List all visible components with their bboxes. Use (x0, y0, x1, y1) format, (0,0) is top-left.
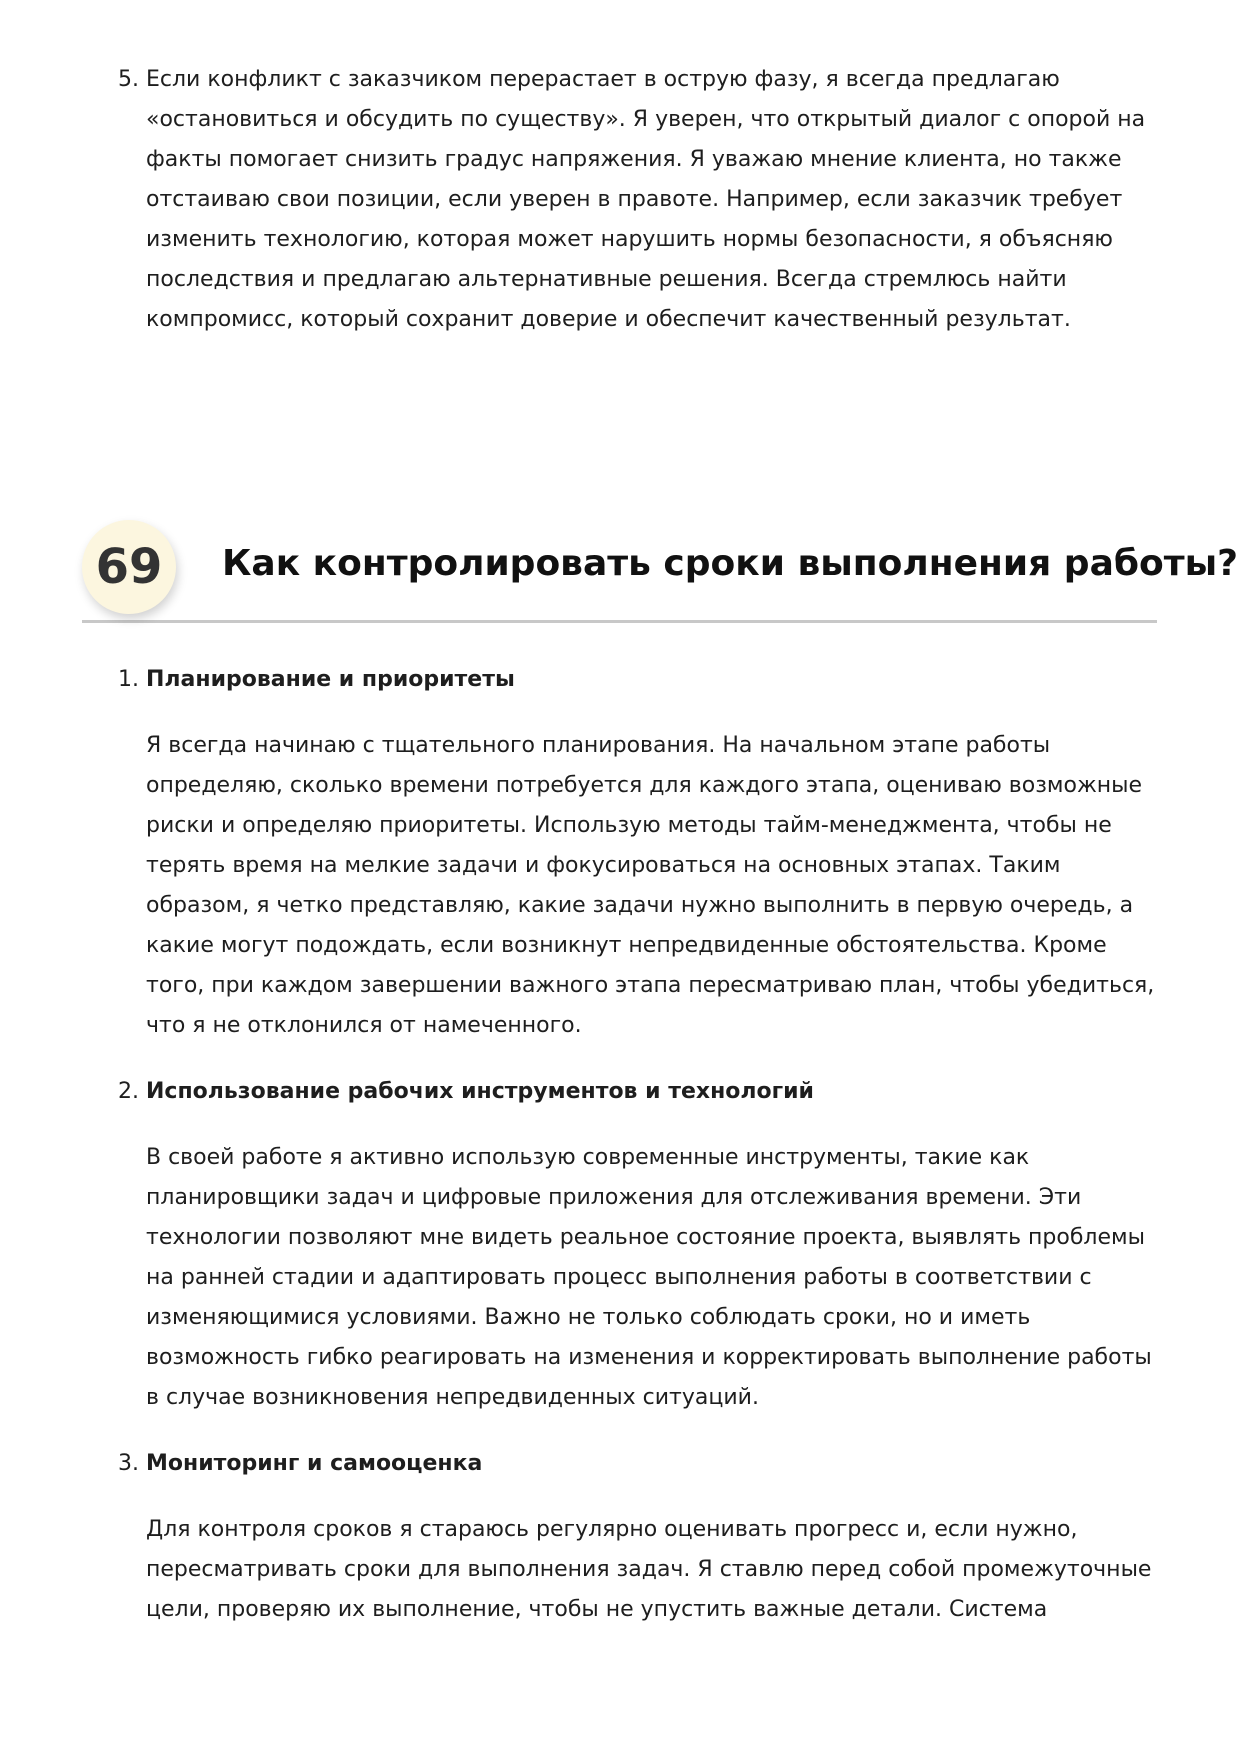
list-item-heading: Планирование и приоритеты (146, 667, 515, 692)
answer-list (0, 660, 1239, 1656)
list-item-number: 1. (118, 667, 139, 692)
list-item-number: 3. (118, 1451, 139, 1476)
list-item-text: Если конфликт с заказчиком перерастает в острую фазу, я всегда предлагаю «остановиться и обсудить по существу». Я уверен, что открытый диалог с опорой на факты помогает снизить градус напряжения. Я уважаю мнение клиента, но также отстаиваю свои позиции, если уверен в правоте. Например, если заказчик требует изменить технологию, которая может нарушить нормы безопасности, я объясняю последствия и предлагаю альтернативные решения. Всегда стремлюсь найти компромисс, который сохранит доверие и обеспечит качественный результат. (146, 67, 1146, 332)
list-item-body: Для контроля сроков я стараюсь регулярно оценивать прогресс и, если нужно, пересматривать сроки для выполнения задач. Я ставлю перед собой промежуточные цели, проверяю их выполнение, чтобы не упустить важные детали. Система (146, 1517, 1152, 1622)
list-item (0, 660, 1239, 1046)
section-header (82, 520, 1239, 623)
list-item-body: В своей работе я активно использую современные инструменты, такие как планировщики задач и цифровые приложения для отслеживания времени. Эти технологии позволяют мне видеть реальное состояние проекта, выявлять проблемы на ранней стадии и адаптировать процесс выполнения работы в соответствии с изменяющимися условиями. Важно не только соблюдать сроки, но и иметь возможность гибко реагировать на изменения и корректировать выполнение работы в случае возникновения непредвиденных ситуаций. (146, 1145, 1152, 1410)
list-item (0, 60, 1239, 340)
question-number-badge: 69 (82, 520, 176, 614)
list-item-body: Я всегда начинаю с тщательного планирования. На начальном этапе работы определяю, сколько времени потребуется для каждого этапа, оцениваю возможные риски и определяю приоритеты. Использую методы тайм-менеджмента, чтобы не терять время на мелкие задачи и фокусироваться на основных этапах. Таким образом, я четко представляю, какие задачи нужно выполнить в первую очередь, а какие могут подождать, если возникнут непредвиденные обстоятельства. Кроме того, при каждом завершении важного этапа пересматриваю план, чтобы убедиться, что я не отклонился от намеченного. (146, 733, 1155, 1038)
list-item (0, 1072, 1239, 1418)
list-item-heading: Мониторинг и самооценка (146, 1451, 483, 1476)
list-item-heading: Использование рабочих инструментов и технологий (146, 1079, 814, 1104)
previous-answer-list (0, 60, 1239, 340)
list-item-number: 2. (118, 1079, 139, 1104)
list-item-number: 5. (118, 67, 139, 92)
list-item (0, 1444, 1239, 1630)
section-title: Как контролировать сроки выполнения работы? (222, 543, 1239, 584)
